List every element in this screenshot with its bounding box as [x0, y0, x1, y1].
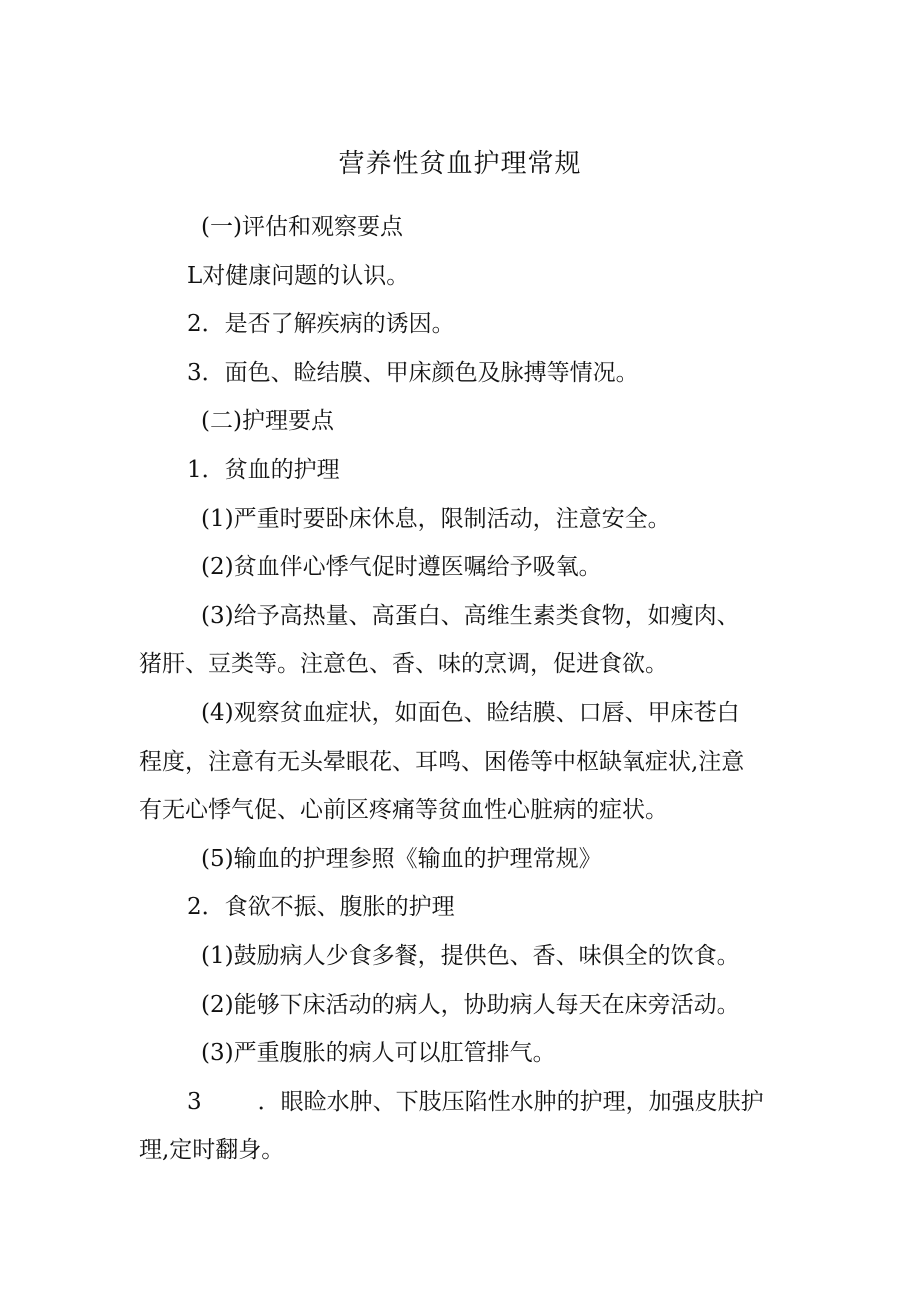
- item-number: 3: [187, 1088, 202, 1115]
- list-item: (4)观察贫血症状，如面色、睑结膜、口唇、甲床苍白: [201, 699, 740, 726]
- list-item: (2)贫血伴心悸气促时遵医嘱给予吸氧。: [201, 554, 602, 581]
- list-item: (3)给予高热量、高蛋白、高维生素类食物，如瘦肉、: [201, 602, 740, 629]
- list-item-continuation: 猪肝、豆类等。注意色、香、味的烹调，促进食欲。: [139, 651, 668, 678]
- list-item-continuation: 理,定时翻身。: [139, 1137, 285, 1164]
- subsection-heading-text: ．眼睑水肿、下肢压陷性水肿的护理，加强皮肤护: [257, 1088, 764, 1115]
- list-item: 3．面色、睑结膜、甲床颜色及脉搏等情况。: [187, 359, 639, 386]
- list-item-continuation: 有无心悸气促、心前区疼痛等贫血性心脏病的症状。: [139, 797, 668, 824]
- subsection-heading: 2．食欲不振、腹胀的护理: [187, 894, 455, 921]
- list-item: (5)输血的护理参照《输血的护理常规》: [201, 845, 602, 872]
- section-heading-nursing: (二)护理要点: [201, 408, 334, 435]
- list-item: (1)鼓励病人少食多餐，提供色、香、味俱全的饮食。: [201, 942, 740, 969]
- subsection-heading: 1．贫血的护理: [187, 456, 340, 483]
- list-item: (3)严重腹胀的病人可以肛管排气。: [201, 1040, 556, 1067]
- page-title: 营养性贫血护理常规: [338, 149, 582, 179]
- section-heading-assessment: (一)评估和观察要点: [201, 214, 403, 240]
- list-item: (1)严重时要卧床休息，限制活动，注意安全。: [201, 505, 671, 532]
- list-item: L对健康问题的认识。: [187, 262, 410, 289]
- list-item-continuation: 程度，注意有无头晕眼花、耳鸣、困倦等中枢缺氧症状,注意: [139, 748, 745, 775]
- document-body: [139, 203, 783, 1175]
- subsection-heading: [139, 1078, 783, 1127]
- list-item: 2．是否了解疾病的诱因。: [187, 311, 455, 338]
- list-item: (2)能够下床活动的病人，协助病人每天在床旁活动。: [201, 991, 740, 1018]
